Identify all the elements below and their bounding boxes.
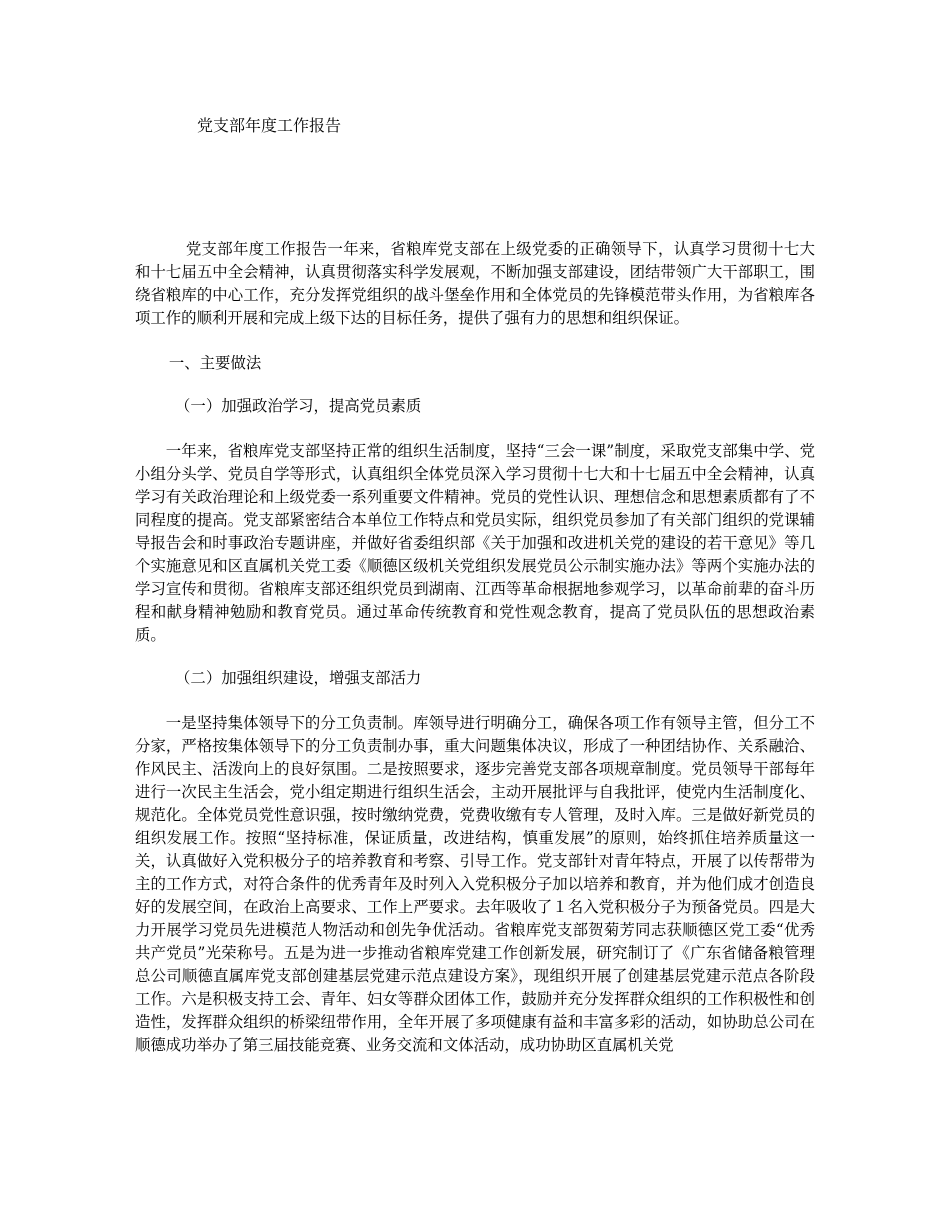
spacer bbox=[135, 375, 815, 395]
section-heading-main-practices: 一、主要做法 bbox=[168, 354, 262, 372]
document-body bbox=[135, 238, 815, 1057]
spacer bbox=[135, 330, 815, 352]
subsection-heading-political-study: （一）加强政治学习，提高党员素质 bbox=[175, 397, 422, 415]
subsection-heading-organization-building: （二）加强组织建设，增强支部活力 bbox=[175, 669, 422, 687]
spacer bbox=[135, 418, 815, 440]
intro-paragraph: 党支部年度工作报告一年来，省粮库党支部在上级党委的正确领导下，认真学习贯彻十七大和十七届五中全会精神，认真贯彻落实科学发展观，不断加强支部建设，团结带领广大干部职工，围绕省粮库的中心工作，充分发挥党组织的战斗堡垒作用和全体党员的先锋模范带头作用，为省粮库各项工作的顺利开展和完成上级下达的目标任务，提供了强有力的思想和组织保证。 bbox=[135, 240, 815, 327]
spacer bbox=[135, 690, 815, 712]
subsection-body-political-study: 一年来，省粮库党支部坚持正常的组织生活制度，坚持“三会一课”制度，采取党支部集中学、党小组分头学、党员自学等形式，认真组织全体党员深入学习贯彻十七大和十七届五中全会精神，认真学习有关政治理论和上级党委一系列重要文件精神。党员的党性认识、理想信念和思想素质都有了不同程度的提高。党支部紧密结合本单位工作特点和党员实际，组织党员参加了有关部门组织的党课辅导报告会和时事政治专题讲座，并做好省委组织部《关于加强和改进机关党的建设的若干意见》等几个实施意见和区直属机关党工委《顺德区级机关党组织发展党员公示制实施办法》等两个实施办法的学习宣传和贯彻。省粮库支部还组织党员到湖南、江西等革命根据地参观学习，以革命前辈的奋斗历程和献身精神勉励和教育党员。通过革命传统教育和党性观念教育，提高了党员队伍的思想政治素质。 bbox=[135, 442, 815, 644]
document-title: 党支部年度工作报告 bbox=[197, 116, 342, 135]
subsection-body-organization-building: 一是坚持集体领导下的分工负责制。库领导进行明确分工，确保各项工作有领导主管，但分工不分家，严格按集体领导下的分工负责制办事，重大问题集体决议，形成了一种团结协作、关系融洽、作风民主、活泼向上的良好氛围。二是按照要求，逐步完善党支部各项规章制度。党员领导干部每年进行一次民主生活会，党小组定期进行组织生活会，主动开展批评与自我批评，使党内生活制度化、规范化。全体党员党性意识强，按时缴纳党费，党费收缴有专人管理，及时入库。三是做好新党员的组织发展工作。按照“坚持标准，保证质量，改进结构，慎重发展”的原则，始终抓住培养质量这一关，认真做好入党积极分子的培养教育和考察、引导工作。党支部针对青年特点，开展了以传帮带为主的工作方式，对符合条件的优秀青年及时列入入党积极分子加以培养和教育，并为他们成才创造良好的发展空间，在政治上高要求、工作上严要求。去年吸收了１名入党积极分子为预备党员。四是大力开展学习党员先进模范人物活动和创先争优活动。省粮库党支部贺菊芳同志获顺德区党工委“优秀共产党员”光荣称号。五是为进一步推动省粮库党建工作创新发展，研究制订了《广东省储备粮管理总公司顺德直属库党支部创建基层党建示范点建设方案》，现组织开展了创建基层党建示范点各阶段工作。六是积极支持工会、青年、妇女等群众团体工作，鼓励并充分发挥群众组织的工作积极性和创造性，发挥群众组织的桥梁纽带作用，全年开展了多项健康有益和丰富多彩的活动，如协助总公司在顺德成功举办了第三届技能竞赛、业务交流和文体活动，成功协助区直属机关党 bbox=[135, 714, 815, 1054]
spacer bbox=[135, 647, 815, 667]
